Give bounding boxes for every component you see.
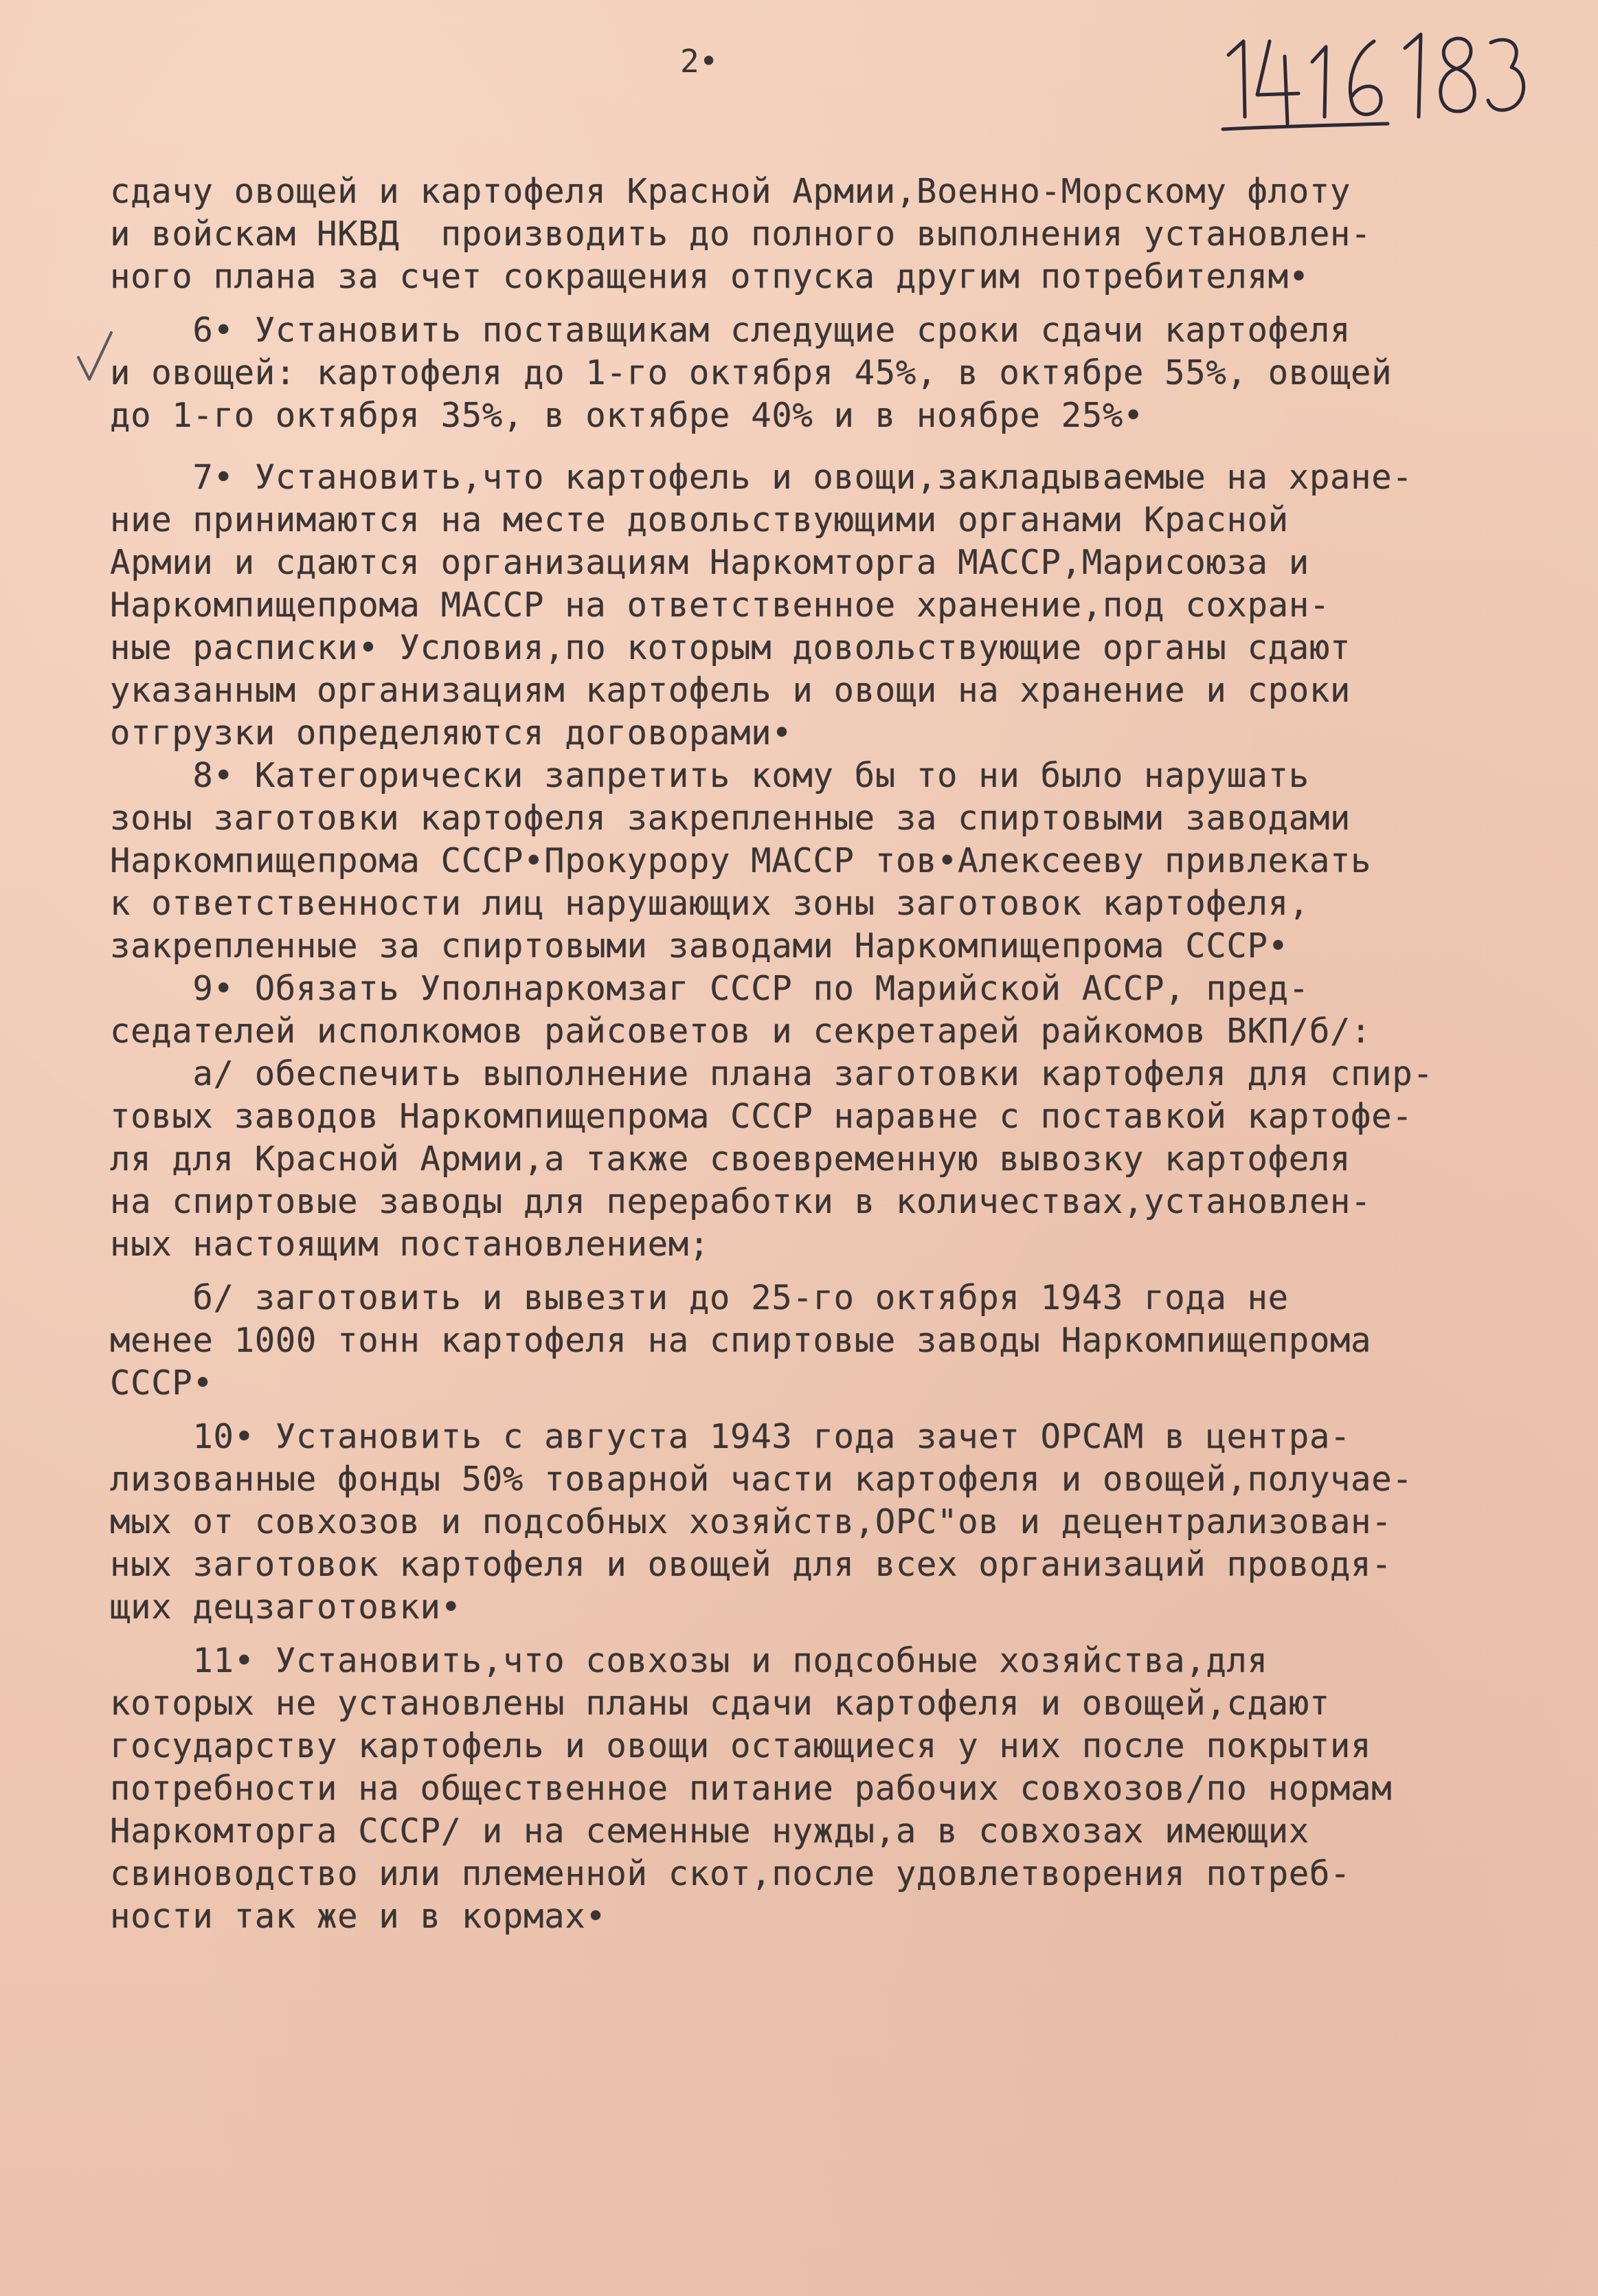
text-line: лизованные фонды 50% товарной части картофеля и овощей,получае- [110, 1460, 1413, 1499]
page-number: 2• [680, 43, 719, 80]
text-line: отгрузки определяются договорами• [110, 713, 793, 753]
text-line: сдачу овощей и картофеля Красной Армии,Военно-Морскому флоту [110, 172, 1351, 211]
text-line: 11• Установить,что совхозы и подсобные хозяйства,для [110, 1641, 1268, 1680]
text-line: свиноводство или племенной скот,после удовлетворения потреб- [110, 1854, 1351, 1893]
text-line: ных заготовок картофеля и овощей для всех организаций проводя- [110, 1545, 1393, 1584]
text-line: ля для Красной Армии,а также своевременную вывозку картофеля [110, 1139, 1351, 1179]
text-line: ные расписки• Условия,по которым довольствующие органы сдают [110, 628, 1351, 667]
text-line: к ответственности лиц нарушающих зоны заготовок картофеля, [110, 884, 1309, 923]
text-line: ного плана за счет сокращения отпуска другим потребителям• [110, 257, 1309, 296]
text-line: б/ заготовить и вывезти до 25-го октября 1943 года не [110, 1278, 1289, 1317]
text-line: мых от совхозов и подсобных хозяйств,ОРС"ов и децентрализован- [110, 1502, 1393, 1541]
text-line: указанным организациям картофель и овощи на хранение и сроки [110, 671, 1351, 710]
text-line: СССР• [110, 1363, 214, 1403]
text-line: которых не установлены планы сдачи картофеля и овощей,сдают [110, 1684, 1330, 1723]
text-line: Наркомпищепрома МАССР на ответственное хранение,под сохран- [110, 586, 1330, 625]
text-line: закрепленные за спиртовыми заводами Наркомпищепрома СССР• [110, 926, 1289, 966]
text-line: и овощей: картофеля до 1-го октября 45%, в октябре 55%, овощей [110, 353, 1393, 392]
text-line: 8• Категорически запретить кому бы то ни было нарушать [110, 756, 1309, 795]
text-line: 10• Установить с августа 1943 года зачет ОРСАМ в центра- [110, 1417, 1351, 1456]
typed-body-text [110, 170, 1539, 1938]
text-line: Наркомторга СССР/ и на семенные нужды,а в совхозах имеющих [110, 1812, 1309, 1851]
handwritten-archive-number [1216, 14, 1532, 151]
text-line: потребности на общественное питание рабочих совхозов/по нормам [110, 1769, 1393, 1808]
check-mark-icon [74, 330, 115, 385]
text-line: на спиртовые заводы для переработки в количествах,установлен- [110, 1182, 1372, 1221]
text-line: Наркомпищепрома СССР•Прокурору МАССР тов•Алексееву привлекать [110, 841, 1372, 880]
text-line: государству картофель и овощи остающиеся у них после покрытия [110, 1726, 1372, 1765]
text-line: 9• Обязать Уполнаркомзаг СССР по Марийской АССР, пред- [110, 969, 1309, 1008]
text-line: менее 1000 тонн картофеля на спиртовые заводы Наркомпищепрома [110, 1321, 1372, 1360]
text-line: до 1-го октября 35%, в октябре 40% и в ноябре 25%• [110, 396, 1145, 435]
text-line: Армии и сдаются организациям Наркомторга МАССР,Марисоюза и [110, 543, 1309, 582]
text-line: и войскам НКВД производить до полного выполнения установлен- [110, 214, 1372, 254]
text-line: ности так же и в кормах• [110, 1897, 607, 1936]
text-line: 7• Установить,что картофель и овощи,закладываемые на хране- [110, 458, 1413, 497]
text-line: щих децзаготовки• [110, 1587, 462, 1627]
text-line: 6• Установить поставщикам следущие сроки сдачи картофеля [110, 311, 1351, 350]
text-line: зоны заготовки картофеля закрепленные за спиртовыми заводами [110, 799, 1351, 838]
text-line: ных настоящим постановлением; [110, 1225, 710, 1264]
text-line: ние принимаются на месте довольствующими органами Красной [110, 500, 1289, 539]
text-line: товых заводов Наркомпищепрома СССР наравне с поставкой картофе- [110, 1097, 1413, 1136]
text-line: а/ обеспечить выполнение плана заготовки картофеля для спир- [110, 1054, 1434, 1093]
text-line: седателей исполкомов райсоветов и секретарей райкомов ВКП/б/: [110, 1012, 1372, 1051]
